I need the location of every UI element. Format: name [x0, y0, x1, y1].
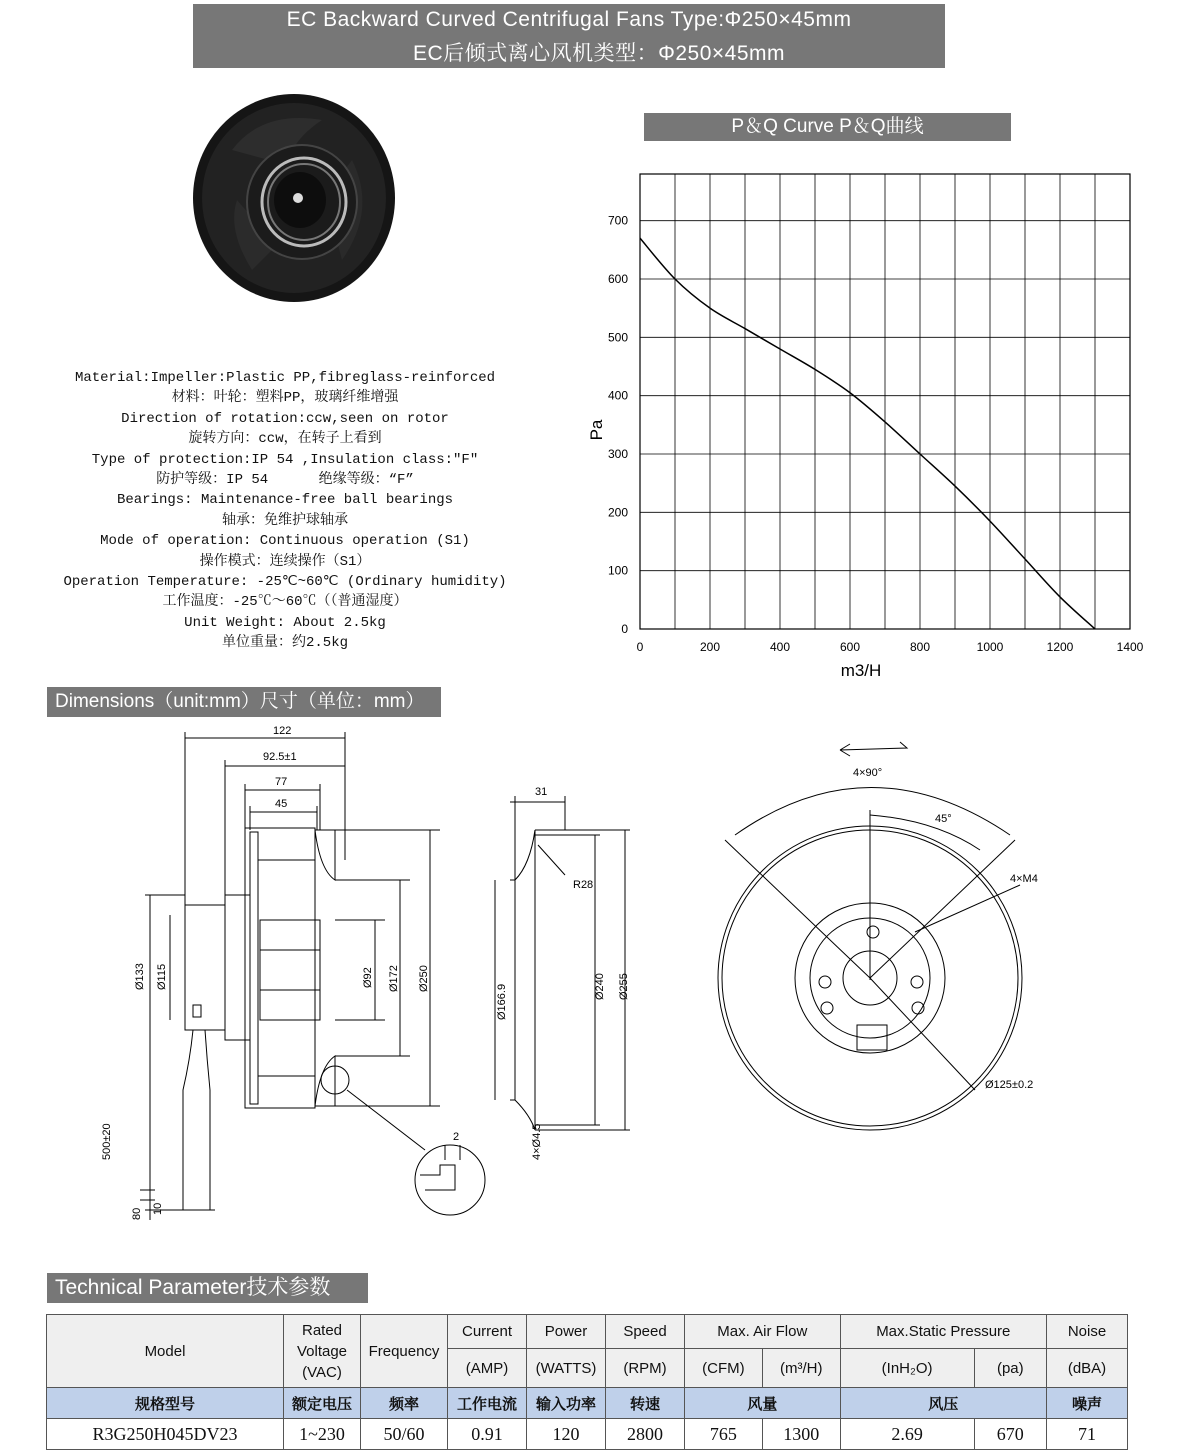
dim-d133: Ø133	[134, 963, 146, 990]
zh-current: 工作电流	[448, 1388, 527, 1419]
dim-d92: Ø92	[362, 967, 374, 988]
spec-line: Direction of rotation:ccw,seen on rotor	[121, 410, 449, 427]
unit-m3h: (m³/H)	[762, 1349, 840, 1388]
dim-2: 2	[453, 1131, 460, 1143]
x-tick-label: 400	[769, 640, 791, 654]
chart-grid	[640, 174, 1130, 629]
val-noise: 71	[1047, 1419, 1128, 1450]
spec-line: Type of protection:IP 54 ,Insulation class:"F"	[91, 451, 479, 468]
spec-line: 工作温度：-25℃～60℃（（普通湿度）	[162, 594, 408, 611]
val-m3h: 1300	[762, 1419, 840, 1450]
x-tick-labels	[637, 640, 1144, 654]
dim-holes: 4×Ø4.5	[531, 1123, 543, 1160]
y-tick-label: 200	[607, 505, 628, 520]
dim-d115: Ø115	[156, 963, 168, 990]
pq-curve-header: P＆Q Curve P＆Q曲线	[644, 113, 1011, 141]
side-view-drawing	[101, 725, 485, 1220]
val-current: 0.91	[448, 1419, 527, 1450]
dim-d250: Ø250	[418, 965, 430, 992]
zh-power: 输入功率	[527, 1388, 606, 1419]
zh-voltage: 额定电压	[284, 1388, 361, 1419]
hdr-noise: Noise	[1047, 1315, 1128, 1349]
dim-r28: R28	[573, 879, 594, 891]
dim-500: 500±20	[101, 1123, 113, 1160]
x-tick-label: 1200	[1046, 640, 1074, 654]
tech-param-table	[46, 1314, 1128, 1450]
fan-product-image	[192, 90, 397, 305]
title-english: EC Backward Curved Centrifugal Fans Type:Φ250×45mm	[286, 8, 852, 31]
zh-speed: 转速	[606, 1388, 685, 1419]
y-tick-label: 400	[607, 388, 628, 403]
front-view-drawing	[718, 742, 1038, 1130]
y-axis-label: Pa	[587, 419, 606, 441]
dim-80: 80	[131, 1207, 143, 1220]
dim-screws: 4×M4	[1010, 873, 1038, 885]
spec-line: 防护等级：IP 54 绝缘等级：“F”	[156, 472, 414, 489]
zh-frequency: 频率	[361, 1388, 448, 1419]
title-banner	[193, 4, 945, 68]
hdr-frequency: Frequency	[361, 1315, 448, 1388]
val-pa: 670	[974, 1419, 1046, 1450]
spec-line: Bearings: Maintenance-free ball bearings	[116, 492, 454, 509]
spec-line: 操作模式：连续操作（S1）	[199, 553, 371, 570]
dim-angle-45: 45°	[935, 813, 952, 825]
x-tick-label: 600	[839, 640, 861, 654]
unit-inh2o: (InH₂O)	[840, 1349, 974, 1388]
val-power: 120	[527, 1419, 606, 1450]
spec-line: Operation Temperature: -25℃~60℃ (Ordinary humidity)	[63, 574, 507, 591]
val-model: R3G250H045DV23	[47, 1419, 284, 1450]
x-tick-label: 1400	[1116, 640, 1144, 654]
spec-line: Unit Weight: About 2.5kg	[184, 614, 386, 631]
dim-122: 122	[273, 725, 292, 737]
hdr-pressure: Max.Static Pressure	[840, 1315, 1046, 1349]
dimensions-header: Dimensions（unit:mm）尺寸（单位：mm）	[47, 687, 441, 717]
dim-45: 45	[275, 798, 288, 810]
x-tick-label: 0	[636, 640, 644, 654]
unit-pa: (pa)	[974, 1349, 1046, 1388]
dim-31: 31	[535, 786, 548, 798]
spec-line: 单位重量：约2.5kg	[221, 635, 348, 652]
dim-77: 77	[275, 776, 288, 788]
val-cfm: 765	[685, 1419, 763, 1450]
x-tick-label: 1000	[976, 640, 1004, 654]
zh-noise: 噪声	[1047, 1388, 1128, 1419]
y-tick-labels	[608, 214, 628, 636]
unit-cfm: (CFM)	[685, 1349, 763, 1388]
inlet-ring-drawing	[495, 786, 630, 1160]
tech-param-header: Technical Parameter技术参数	[47, 1273, 368, 1303]
val-voltage: 1~230	[284, 1419, 361, 1450]
unit-watts: (WATTS)	[527, 1349, 606, 1388]
zh-pressure: 风压	[840, 1388, 1046, 1419]
dim-d240: Ø240	[594, 973, 606, 1000]
unit-dba: (dBA)	[1047, 1349, 1128, 1388]
spec-line: 材料：叶轮：塑料PP，玻璃纤维增强	[171, 390, 399, 407]
dim-92-5: 92.5±1	[263, 751, 297, 763]
dimension-drawing	[95, 720, 1075, 1245]
dim-bolt-circle: Ø125±0.2	[985, 1079, 1034, 1091]
spec-line: Mode of operation: Continuous operation (S1)	[100, 533, 470, 550]
specs-list	[55, 368, 515, 654]
dim-d255: Ø255	[618, 973, 630, 1000]
unit-rpm: (RPM)	[606, 1349, 685, 1388]
title-chinese: EC后倾式离心风机类型：Φ250×45mm	[412, 42, 786, 65]
y-tick-label: 300	[607, 447, 628, 461]
unit-amp: (AMP)	[448, 1349, 527, 1388]
spec-line: Material:Impeller:Plastic PP,fibreglass-reinforced	[74, 370, 496, 386]
val-frequency: 50/60	[361, 1419, 448, 1450]
x-tick-label: 200	[699, 640, 721, 654]
hdr-airflow: Max. Air Flow	[685, 1315, 841, 1349]
hdr-speed: Speed	[606, 1315, 685, 1349]
hdr-voltage: Rated Voltage (VAC)	[284, 1315, 361, 1388]
y-tick-label: 500	[607, 330, 628, 345]
dim-angle-4x90: 4×90°	[853, 767, 883, 779]
spec-line: 旋转方向：ccw，在转子上看到	[188, 431, 382, 448]
hdr-model: Model	[47, 1315, 284, 1388]
y-tick-label: 100	[607, 563, 628, 578]
x-axis-label: m3/H	[840, 661, 882, 680]
val-speed: 2800	[606, 1419, 685, 1450]
pq-chart	[570, 160, 1170, 690]
dim-d166: Ø166.9	[496, 983, 508, 1020]
dim-10: 10	[152, 1202, 164, 1215]
spec-line: 轴承：免维护球轴承	[222, 512, 348, 529]
val-inh2o: 2.69	[840, 1419, 974, 1450]
dim-d172: Ø172	[388, 965, 400, 992]
hdr-power: Power	[527, 1315, 606, 1349]
y-tick-label: 0	[621, 622, 628, 636]
x-tick-label: 800	[909, 640, 931, 654]
zh-model: 规格型号	[47, 1388, 284, 1419]
y-tick-label: 700	[607, 213, 628, 228]
zh-airflow: 风量	[685, 1388, 841, 1419]
hdr-current: Current	[448, 1315, 527, 1349]
y-tick-label: 600	[607, 272, 628, 286]
